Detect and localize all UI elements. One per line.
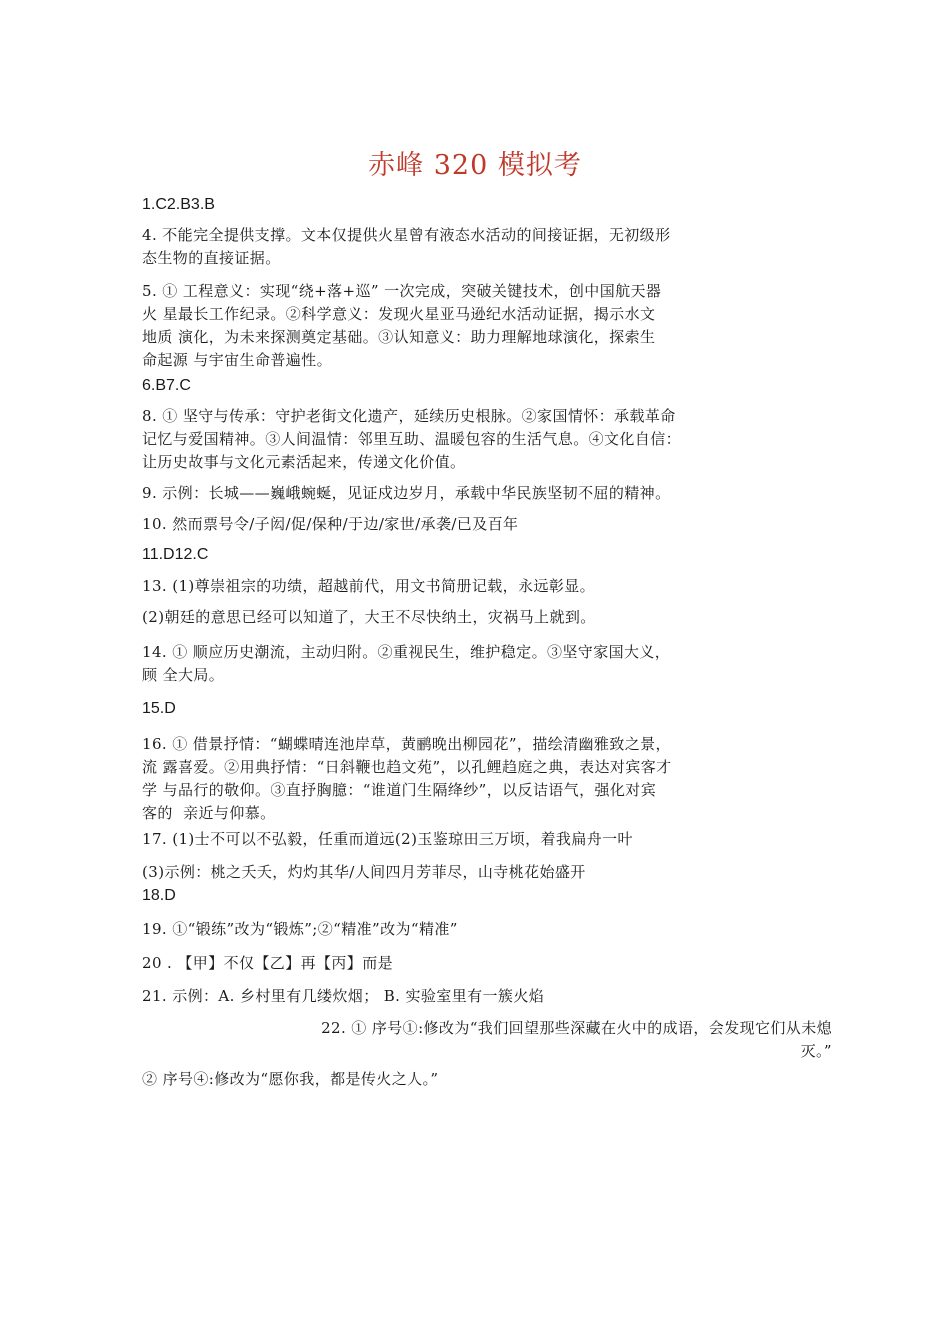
answer-11-12: 11.D12.C	[142, 546, 209, 563]
answer-13-2: (2)朝廷的意思已经可以知道了，大王不尽快纳土，灾祸马上就到。	[142, 608, 596, 626]
answer-8: 8. ① 坚守与传承：守护老街文化遗产，延续历史根脉。②家国情怀：承载革命 记忆与爱国精神。③人间温情：邻里互助、温暖包容的生活气息。④文化自信： 让历史故事与文化元素活起来，传递文化价值。	[142, 407, 682, 471]
answer-20: 20 . 【甲】不仅【乙】再【丙】而是	[142, 954, 393, 972]
answer-13-1: 13. (1)尊崇祖宗的功绩，超越前代，用文书简册记载，永远彰显。	[142, 577, 596, 595]
answer-17-3: (3)示例：桃之夭夭，灼灼其华/人间四月芳菲尽，山寺桃花始盛开	[142, 863, 586, 881]
answer-9: 9. 示例：长城——巍峨蜿蜒，见证戍边岁月，承载中华民族坚韧不屈的精神。	[142, 484, 671, 502]
answer-5: 5. ① 工程意义：实现“绕+落+巡” 一次完成，突破关键技术，创中国航天器 火 星最长工作纪录。②科学意义：发现火星亚马逊纪水活动证据，揭示水文 地质 演化，为未来探测奠定基础。③认知意义：助力理解地球演化，探索生 命起源 与宇宙生命普遍性。	[142, 282, 662, 369]
answer-6-7: 6.B7.C	[142, 377, 191, 394]
page-title: 赤峰 320 模拟考	[368, 150, 582, 181]
answer-18: 18.D	[142, 887, 176, 904]
answer-4: 4. 不能完全提供支撑。文本仅提供火星曾有液态水活动的间接证据，无初级形 态生物的直接证据。	[142, 226, 671, 267]
answer-22-1: 22. ① 序号①:修改为“我们回望那些深藏在火中的成语，会发现它们从未熄 灭。”	[321, 1019, 832, 1060]
answer-14: 14. ① 顺应历史潮流，主动归附。②重视民生，维护稳定。③坚守家国大义， 顾 全大局。	[142, 643, 671, 684]
answer-19: 19. ①“锻练”改为“锻炼”;②“精准”改为“精准”	[142, 920, 458, 938]
answer-15: 15.D	[142, 700, 176, 717]
answer-16: 16. ① 借景抒情：“蝴蝶晴连池岸草，黄鹂晚出柳园花”，描绘清幽雅致之景， 流 露喜爱。②用典抒情：“日斜鞭也趋文苑”，以孔鲤趋庭之典，表达对宾客才 学 与品行的敬仰。③直抒胸臆：“谁道门生隔绛纱”，以反诘语气，强化对宾 客的 亲近与仰慕。	[142, 735, 672, 822]
answer-22-2: ② 序号④:修改为“愿你我，都是传火之人。”	[142, 1070, 439, 1088]
answer-21: 21. 示例：A. 乡村里有几缕炊烟； B. 实验室里有一簇火焰	[142, 987, 545, 1005]
answer-10: 10. 然而票号令/子闳/促/保种/于边/家世/承袭/已及百年	[142, 515, 519, 533]
answer-17-1: 17. (1)士不可以不弘毅，任重而道远(2)玉鉴琼田三万顷，着我扁舟一叶	[142, 830, 633, 848]
answer-1-3: 1.C2.B3.B	[142, 196, 215, 213]
